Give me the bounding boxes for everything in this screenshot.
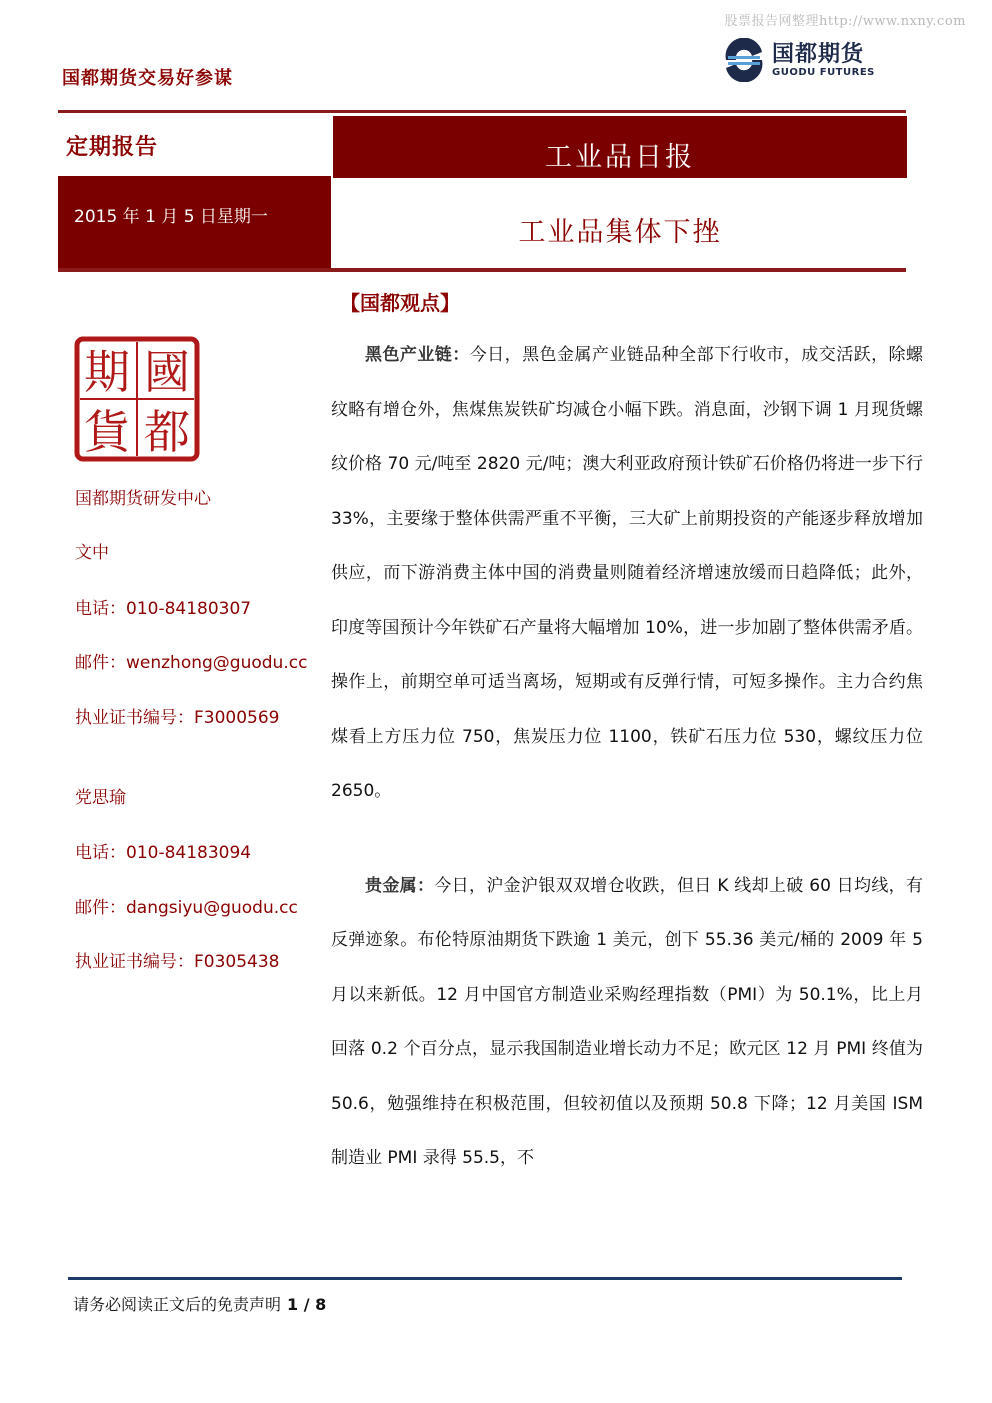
report-subtitle: 工业品集体下挫	[518, 217, 722, 248]
paragraph-text: 今日，沪金沪银双双增仓收跌，但日 K 线却上破 60 日均线，有反弹迹象。布伦特原油期货下跌逾 1 美元，创下 55.36 美元/桶的 2009 年 5 月以来新低。12 月中国官方制造业采购经理指数（PMI）为 50.1%，比上月回落 0.2 个百分点，显示我国制造业增长动力不足；欧元区 12 月 PMI 终值为 50.6，勉强维持在积极范围，但较初值以及预期 50.8 下降；12 月美国 ISM 制造业 PMI 录得 55.5，不	[331, 875, 923, 1168]
paragraph-keyword: 贵金属：	[365, 875, 435, 896]
guodu-seal-icon	[74, 336, 200, 462]
footer-rule	[68, 1277, 902, 1280]
paragraph-text: 今日，黑色金属产业链品种全部下行收市，成交活跃，除螺纹略有增仓外，焦煤焦炭铁矿均减仓小幅下跌。消息面，沙钢下调 1 月现货螺纹价格 70 元/吨至 2820 元/吨；澳大利亚政府预计铁矿石价格仍将进一步下行 33%，主要缘于整体供需严重不平衡，三大矿上前期投资的产能逐步释放增加供应，而下游消费主体中国的消费量则随着经济增速放缓而日趋降低；此外，印度等国预计今年铁矿石产量将大幅增加 10%，进一步加剧了整体供需矛盾。操作上，前期空单可适当离场，短期或有反弹行情，可短多操作。主力合约焦煤看上方压力位 750，焦炭压力位 1100，铁矿石压力位 530，螺纹压力位 2650。	[331, 345, 924, 801]
paragraph-ferrous	[331, 328, 923, 819]
company-logo	[722, 38, 890, 82]
header-tagline: 国都期货交易好参谋	[62, 68, 233, 89]
report-title: 工业品日报	[545, 142, 695, 173]
analyst-phone: 电话：010-84180307	[75, 599, 252, 619]
page-number: 1 / 8	[287, 1295, 327, 1314]
svg-text:都: 都	[144, 405, 190, 459]
svg-text:國: 國	[144, 345, 190, 399]
section-tag: 【国都观点】	[340, 291, 460, 315]
analyst-cert: 执业证书编号：F0305438	[75, 952, 280, 972]
analyst-name: 党思瑜	[75, 788, 126, 808]
footer-disclaimer: 请务必阅读正文后的免责声明	[73, 1295, 282, 1314]
analyst-name: 文中	[75, 543, 109, 563]
guodu-logo-icon	[722, 38, 766, 82]
paragraph-keyword: 黑色产业链：	[365, 345, 470, 365]
svg-text:期: 期	[84, 345, 130, 399]
report-body	[331, 328, 923, 1186]
analyst-email: 邮件：dangsiyu@guodu.cc	[75, 898, 298, 918]
watermark: 股票报告网整理http://www.nxny.com	[724, 14, 966, 29]
report-date: 2015 年 1 月 5 日星期一	[74, 207, 268, 227]
paragraph-precious-metals	[331, 859, 923, 1186]
logo-name-cn: 国都期货	[772, 41, 865, 67]
research-center: 国都期货研发中心	[75, 489, 211, 509]
analyst-email: 邮件：wenzhong@guodu.cc	[75, 653, 308, 673]
banner-bottom-rule	[58, 268, 906, 272]
footer	[73, 1292, 326, 1315]
report-type: 定期报告	[66, 135, 159, 160]
banner-top-rule	[58, 110, 906, 113]
logo-name-en: GUODU FUTURES	[772, 66, 875, 78]
svg-text:貨: 貨	[84, 405, 130, 459]
analyst-phone: 电话：010-84183094	[75, 843, 252, 863]
analyst-cert: 执业证书编号：F3000569	[75, 708, 280, 728]
